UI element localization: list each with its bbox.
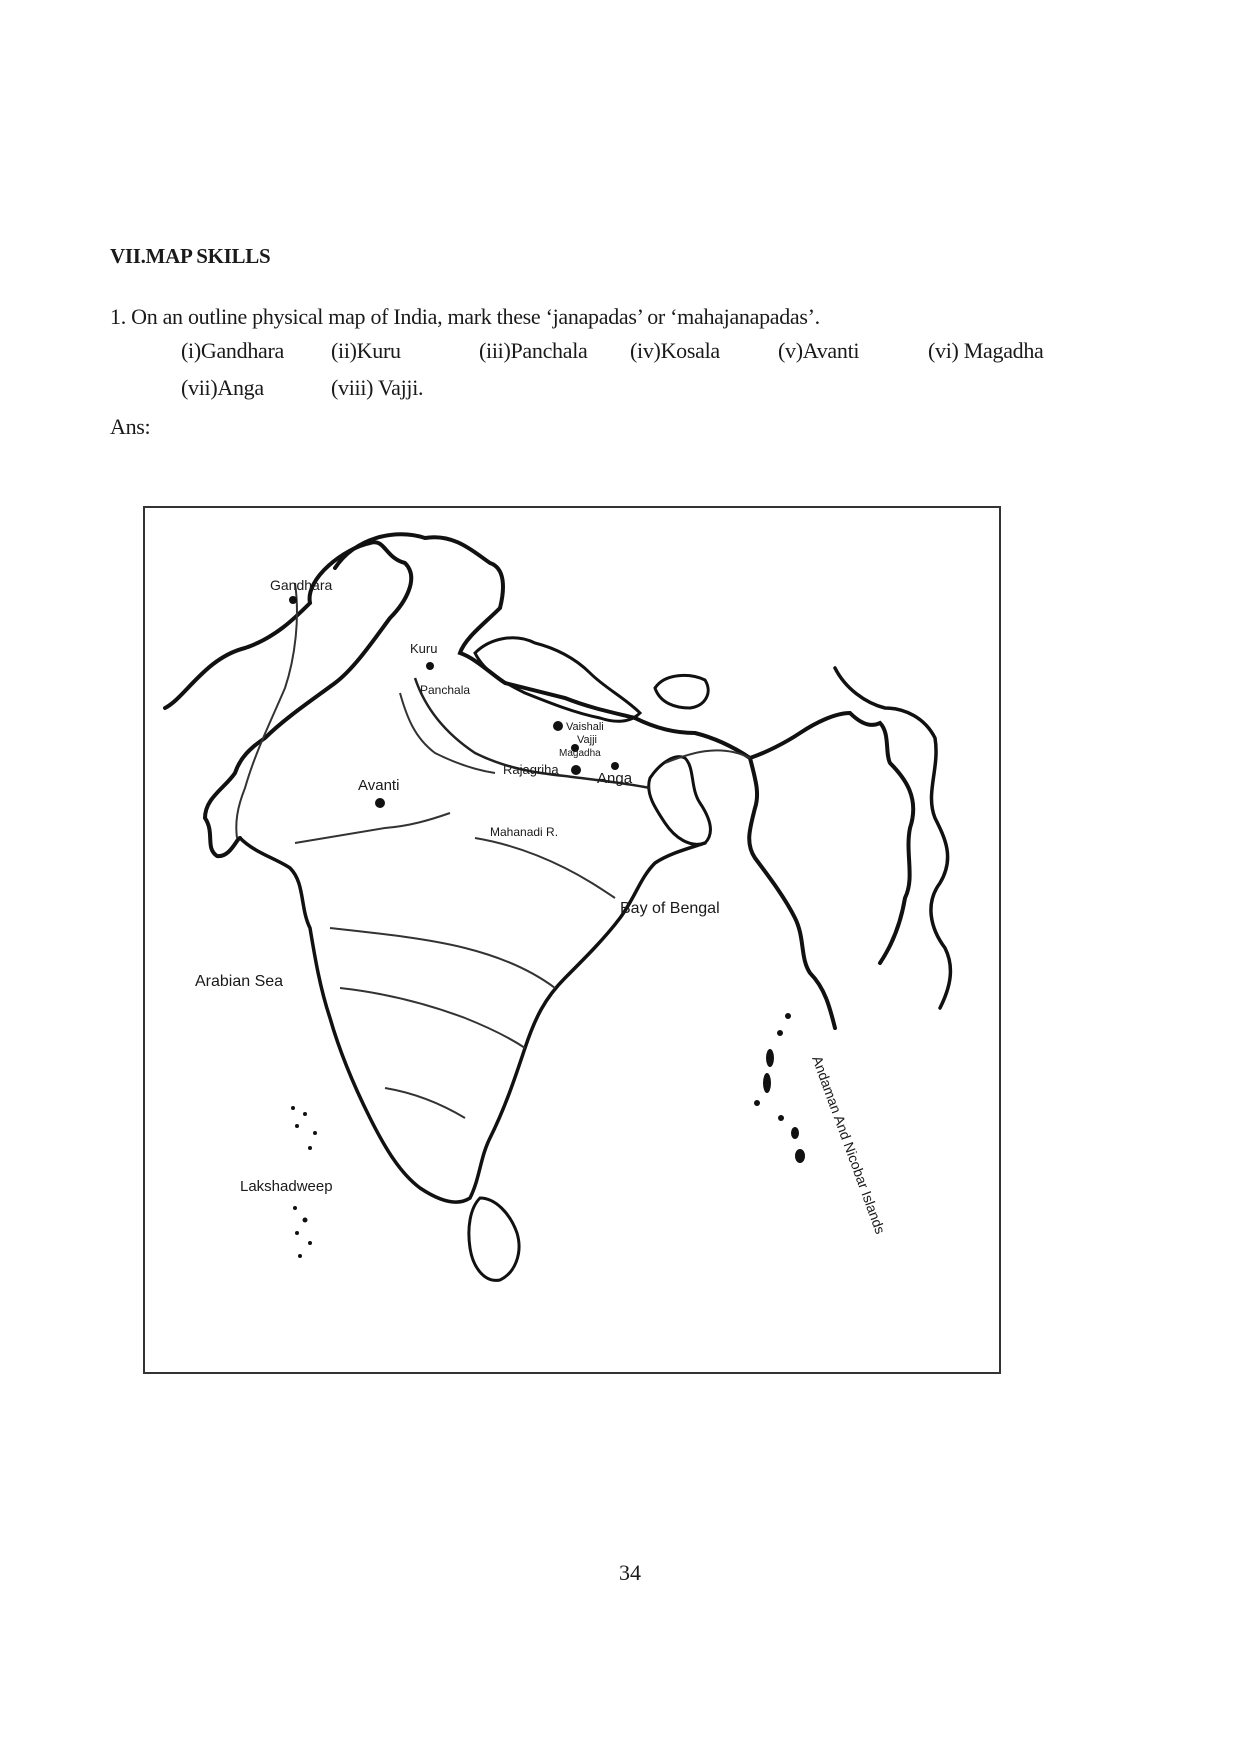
river-narmada — [295, 813, 450, 843]
map-drawing — [145, 508, 999, 1372]
answer-label: Ans: — [110, 414, 151, 439]
label-avanti: Avanti — [358, 777, 400, 794]
option-gandhara: (i)Gandhara — [181, 338, 284, 363]
bhutan-outline — [655, 675, 708, 708]
label-vaishali: Vaishali — [566, 721, 604, 733]
dot-kuru — [426, 662, 434, 670]
border-north — [335, 534, 913, 963]
question-text: 1. On an outline physical map of India, mark these ‘janapadas’ or ‘mahajanapadas’. — [110, 304, 820, 329]
river-kaveri — [385, 1088, 465, 1118]
dot-avanti — [375, 798, 385, 808]
border-east — [749, 758, 835, 1028]
dot-rajagriha — [571, 765, 581, 775]
section-heading: VII.MAP SKILLS — [110, 244, 271, 268]
label-lakshadweep: Lakshadweep — [240, 1178, 333, 1195]
page-number: 34 — [619, 1560, 641, 1585]
label-kuru: Kuru — [410, 641, 438, 656]
option-kosala: (iv)Kosala — [630, 338, 720, 363]
option-anga: (vii)Anga — [181, 375, 264, 400]
label-panchala: Panchala — [420, 683, 471, 697]
nepal-outline — [475, 638, 640, 721]
label-mahanadi: Mahanadi R. — [490, 825, 559, 839]
label-rajagriha: Rajagriha — [503, 762, 559, 777]
river-mahanadi — [475, 838, 615, 898]
bangladesh-outline — [649, 757, 711, 845]
river-godavari — [330, 928, 555, 988]
label-arabian-sea: Arabian Sea — [195, 973, 284, 990]
sri-lanka-outline — [469, 1198, 519, 1280]
dot-gandhara — [289, 596, 297, 604]
label-vajji: Vajji — [577, 734, 597, 746]
label-bay-of-bengal: Bay of Bengal — [620, 900, 720, 917]
india-outline-map — [143, 506, 1001, 1374]
dot-vaishali — [553, 721, 563, 731]
river-krishna — [340, 988, 525, 1048]
option-magadha: (vi) Magadha — [928, 338, 1044, 363]
dot-anga — [611, 762, 619, 770]
river-yamuna — [400, 693, 495, 773]
andaman-islands — [754, 1013, 805, 1163]
option-avanti: (v)Avanti — [778, 338, 860, 363]
label-anga: Anga — [597, 770, 633, 787]
label-gandhara: Gandhara — [270, 577, 333, 593]
label-magadha: Magadha — [559, 748, 601, 759]
label-andaman-nicobar: Andaman And Nicobar Islands — [809, 1053, 889, 1237]
option-panchala: (iii)Panchala — [479, 338, 588, 363]
option-kuru: (ii)Kuru — [331, 338, 401, 363]
border-myanmar — [835, 668, 950, 1008]
option-vajji: (viii) Vajji. — [331, 375, 424, 400]
